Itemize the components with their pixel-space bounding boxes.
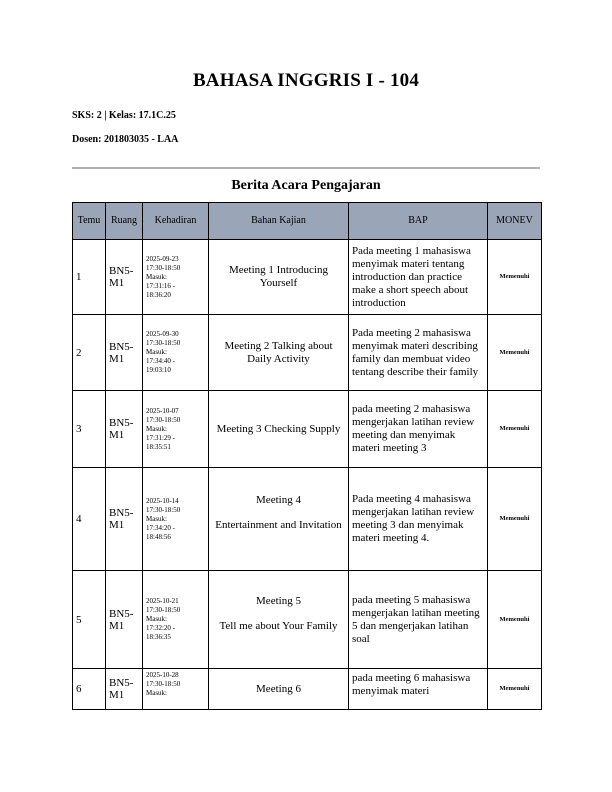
cell-kehadiran: [143, 391, 209, 468]
cell-ruang: BN5-M1: [106, 669, 143, 710]
cell-temu: 3: [73, 391, 106, 468]
cell-bahan-kajian: [209, 571, 349, 669]
kehadiran-time: 17:30-18:50: [146, 680, 181, 688]
cell-kehadiran: [143, 468, 209, 571]
table-header-row: [73, 203, 542, 240]
cell-temu: 2: [73, 315, 106, 391]
cell-kehadiran: [143, 240, 209, 315]
cell-bap: Pada meeting 1 mahasiswa menyimak materi tentang introduction dan practice make a short speech about introduction: [349, 240, 488, 315]
cell-bap: Pada meeting 2 mahasiswa menyimak materi describing family dan membuat video tentang describe their family: [349, 315, 488, 391]
bahan-text: Meeting 3 Checking Supply: [216, 422, 341, 435]
cell-bahan-kajian: [209, 669, 349, 710]
divider: [72, 167, 540, 169]
cell-monev: Memenuhi: [488, 315, 542, 391]
bahan-text: Tell me about Your Family: [219, 619, 338, 632]
sks-kelas-line: SKS: 2 | Kelas: 17.1C.25: [72, 110, 176, 121]
cell-bahan-kajian: [209, 468, 349, 571]
kehadiran-masuk-label: Masuk:: [146, 615, 167, 623]
cell-bap: pada meeting 2 mahasiswa mengerjakan latihan review meeting dan menyimak materi meeting 3: [349, 391, 488, 468]
table-row: [73, 315, 542, 391]
cell-monev: Memenuhi: [488, 468, 542, 571]
kehadiran-time: 17:30-18:50: [146, 339, 181, 347]
cell-ruang: BN5-M1: [106, 240, 143, 315]
cell-bap: pada meeting 5 mahasiswa mengerjakan latihan meeting 5 dan mengerjakan latihan soal: [349, 571, 488, 669]
kehadiran-masuk-label: Masuk:: [146, 514, 167, 523]
kehadiran-date: 2025-10-07: [146, 406, 179, 415]
kehadiran-date: 2025-09-30: [146, 330, 179, 338]
cell-monev: Memenuhi: [488, 240, 542, 315]
kehadiran-time: 17:30-18:50: [146, 505, 181, 514]
table-row: [73, 240, 542, 315]
cell-ruang: BN5-M1: [106, 315, 143, 391]
table-row: [73, 571, 542, 669]
kehadiran-masuk: 17:31:29 -: [146, 433, 175, 442]
bahan-title: Meeting 4: [256, 494, 301, 506]
page-title: BAHASA INGGRIS I - 104: [192, 70, 420, 91]
dosen-line: Dosen: 201803035 - LAA: [72, 134, 179, 145]
cell-bap: Pada meeting 4 mahasiswa mengerjakan latihan review meeting 3 dan menyimak materi meeting 4.: [349, 468, 488, 571]
cell-bap: pada meeting 6 mahasiswa menyimak materi: [349, 669, 488, 710]
cell-bahan-kajian: [209, 391, 349, 468]
cell-monev: Memenuhi: [488, 571, 542, 669]
cell-kehadiran: [143, 669, 209, 710]
table-row: [73, 468, 542, 571]
kehadiran-keluar: 18:36:35: [146, 633, 171, 641]
kehadiran-date: 2025-10-28: [146, 671, 179, 679]
cell-bahan-kajian: [209, 315, 349, 391]
kehadiran-keluar: 19:03:10: [146, 366, 171, 374]
bahan-text: Meeting 2 Talking about Daily Activity: [224, 339, 333, 365]
table-row: [73, 391, 542, 468]
kehadiran-date: 2025-10-21: [146, 597, 179, 605]
section-title: Berita Acara Pengajaran: [231, 178, 381, 193]
kehadiran-time: 17:30-18:50: [146, 415, 181, 424]
cell-bahan-kajian: [209, 240, 349, 315]
cell-ruang: BN5-M1: [106, 391, 143, 468]
kehadiran-keluar: 18:48:56: [146, 532, 171, 541]
cell-ruang: BN5-M1: [106, 468, 143, 571]
bahan-text: Meeting 1 Introducing Yourself: [229, 264, 328, 289]
bahan-title: Meeting 5: [256, 594, 301, 607]
kehadiran-masuk: 17:31:16 -: [146, 281, 175, 290]
kehadiran-time: 17:30-18:50: [146, 263, 181, 272]
header-bap: BAP: [349, 203, 488, 240]
kehadiran-masuk-label: Masuk:: [146, 272, 167, 281]
header-bahan-kajian: Bahan Kajian: [209, 203, 349, 240]
cell-kehadiran: [143, 571, 209, 669]
kehadiran-masuk-label: Masuk:: [146, 348, 167, 356]
cell-kehadiran: [143, 315, 209, 391]
kehadiran-masuk-label: Masuk:: [146, 424, 167, 433]
bahan-text: Entertainment and Invitation: [215, 519, 342, 531]
table-row: [73, 669, 542, 710]
cell-temu: 6: [73, 669, 106, 710]
kehadiran-masuk-label: Masuk:: [146, 689, 167, 697]
cell-ruang: BN5-M1: [106, 571, 143, 669]
cell-temu: 1: [73, 240, 106, 315]
kehadiran-keluar: 18:36:20: [146, 290, 171, 299]
cell-temu: 4: [73, 468, 106, 571]
kehadiran-masuk: 17:34:40 -: [146, 357, 175, 365]
header-ruang: Ruang: [106, 203, 143, 240]
kehadiran-time: 17:30-18:50: [146, 606, 181, 614]
header-monev: MONEV: [488, 203, 542, 240]
cell-monev: Memenuhi: [488, 669, 542, 710]
cell-temu: 5: [73, 571, 106, 669]
bap-table: [72, 202, 542, 710]
kehadiran-masuk: 17:34:20 -: [146, 523, 175, 532]
bahan-text: Meeting 6: [256, 682, 301, 695]
kehadiran-date: 2025-09-23: [146, 254, 179, 263]
kehadiran-date: 2025-10-14: [146, 496, 179, 505]
header-kehadiran: Kehadiran: [143, 203, 209, 240]
header-temu: Temu: [73, 203, 106, 240]
kehadiran-masuk: 17:32:20 -: [146, 624, 175, 632]
kehadiran-keluar: 18:35:51: [146, 442, 171, 451]
cell-monev: Memenuhi: [488, 391, 542, 468]
